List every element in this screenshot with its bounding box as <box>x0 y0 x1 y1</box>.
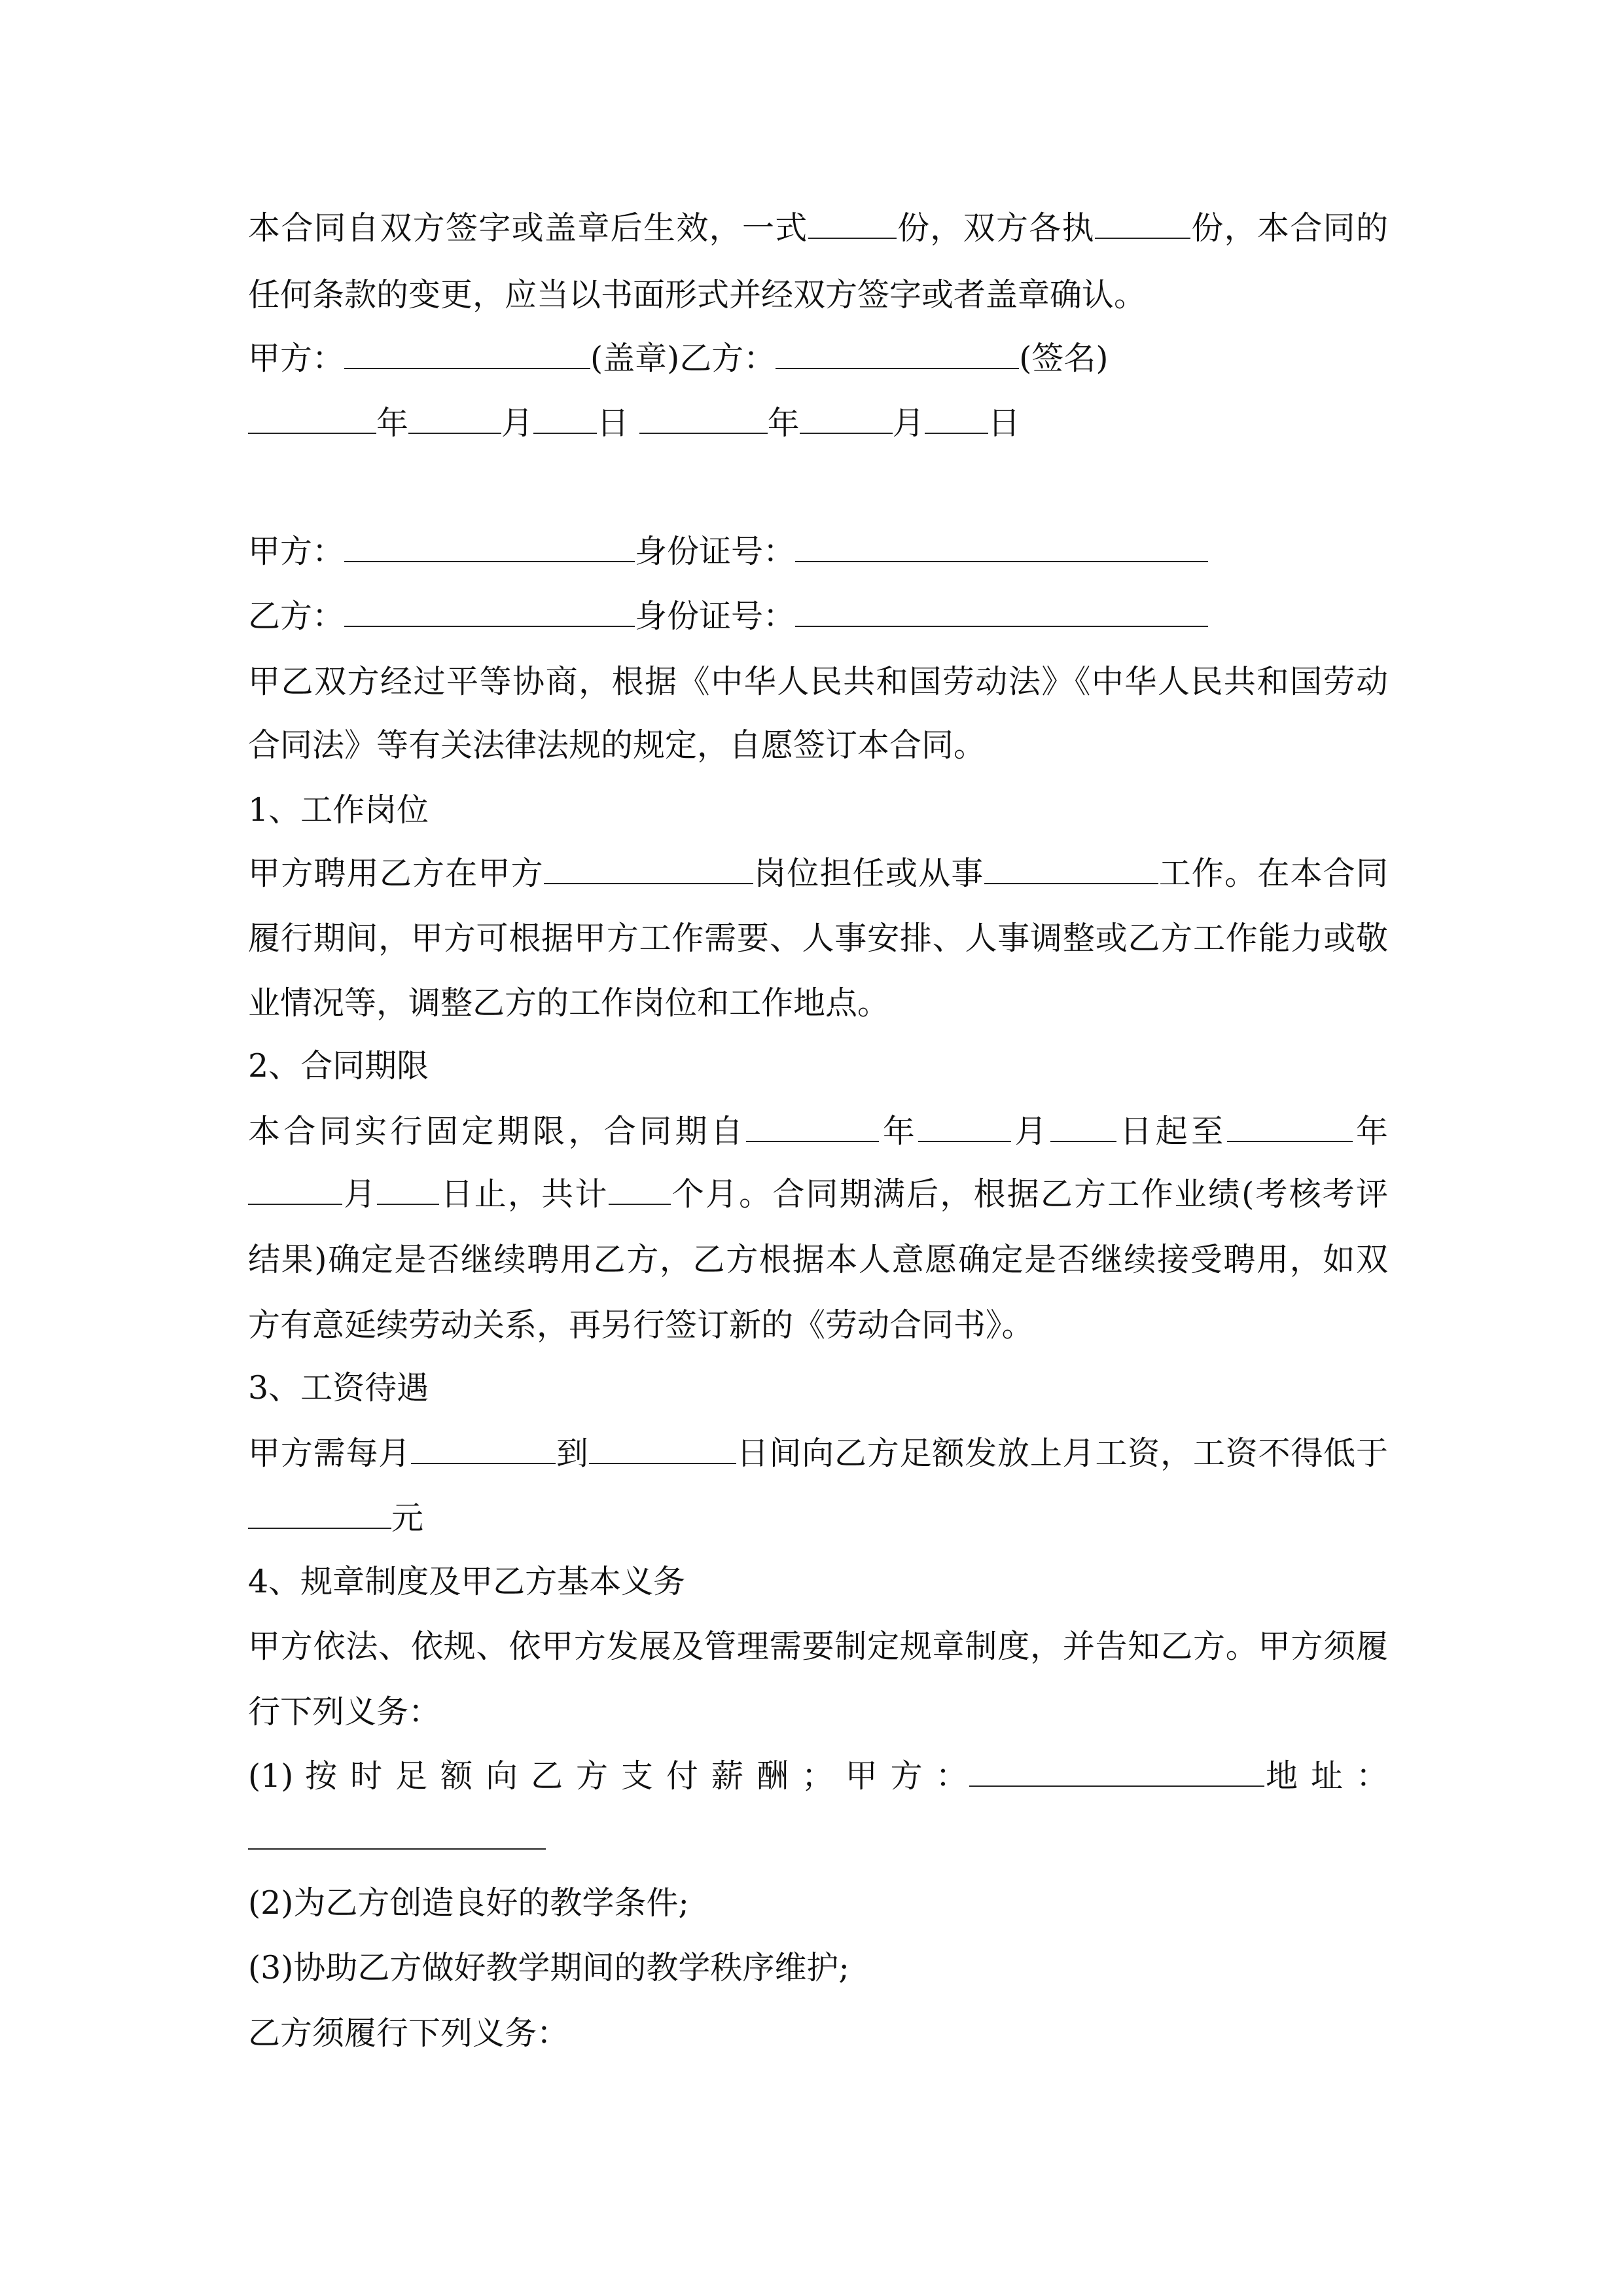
fill-in-blank <box>808 209 897 239</box>
line-text: 年 <box>767 404 800 442</box>
text-line <box>248 596 1208 637</box>
text-line <box>248 1562 685 1602</box>
text-line <box>248 208 1388 249</box>
text-line <box>248 2013 569 2054</box>
line-text: 身份证号： <box>635 533 796 570</box>
text-line <box>248 790 429 831</box>
fill-in-blank <box>344 339 590 369</box>
line-text: 日 <box>597 404 639 442</box>
text-line <box>248 1305 1034 1346</box>
text-line <box>248 1433 1388 1474</box>
fill-in-blank <box>544 854 753 884</box>
fill-in-blank <box>776 339 1019 369</box>
text-line <box>248 1240 1388 1280</box>
line-text: (盖章)乙方： <box>590 340 776 377</box>
line-text: 乙方须履行下列义务： <box>248 2015 569 2052</box>
line-text: 甲方依法、依规、依甲方发展及管理需要制定规章制度，并告知乙方。甲方须履 <box>248 1628 1388 1665</box>
text-line <box>248 275 1146 315</box>
line-text: 份，双方各执 <box>896 209 1095 247</box>
text-line <box>248 853 1388 894</box>
fill-in-blank <box>248 404 376 434</box>
line-text: 日间向乙方足额发放上月工资，工资不得低于 <box>736 1435 1388 1472</box>
fill-in-blank <box>408 404 501 434</box>
fill-in-blank <box>609 1175 671 1205</box>
line-text: 履行期间，甲方可根据甲方工作需要、人事安排、人事调整或乙方工作能力或敬 <box>248 920 1388 957</box>
text-line <box>248 725 986 766</box>
line-text: 年 <box>376 404 409 442</box>
text-line <box>248 1756 1388 1797</box>
fill-in-blank <box>800 404 893 434</box>
fill-in-blank <box>1050 1112 1116 1142</box>
text-line <box>248 1174 1388 1215</box>
line-text: 身份证号： <box>635 598 796 635</box>
line-text: 日起至 <box>1116 1113 1227 1150</box>
line-text: 元 <box>391 1499 424 1537</box>
line-text: 方有意延续劳动关系，再另行签订新的《劳动合同书》。 <box>248 1306 1034 1344</box>
line-text: 任何条款的变更，应当以书面形式并经双方签字或者盖章确认。 <box>248 276 1147 314</box>
fill-in-blank <box>377 1175 439 1205</box>
text-line <box>248 918 1388 959</box>
line-text: 月 <box>501 404 534 442</box>
fill-in-blank <box>1095 209 1190 239</box>
fill-in-blank <box>248 1499 391 1529</box>
line-text: 月 <box>892 404 925 442</box>
line-text: 甲方： <box>248 533 345 570</box>
line-text: 到 <box>556 1435 589 1472</box>
fill-in-blank <box>795 597 1208 627</box>
fill-in-blank <box>969 1757 1264 1787</box>
text-line <box>248 1692 440 1732</box>
line-text: 月 <box>342 1175 378 1213</box>
text-line <box>248 1819 546 1859</box>
line-text: (1) 按 时 足 额 向 乙 方 支 付 薪 酬 ； 甲 方 ： <box>248 1757 969 1795</box>
fill-in-blank <box>639 404 768 434</box>
fill-in-blank <box>344 597 635 627</box>
fill-in-blank <box>248 1820 546 1850</box>
text-line <box>248 983 889 1024</box>
line-text: 年 <box>1352 1113 1388 1150</box>
line-text: 地 址 ： <box>1264 1757 1388 1795</box>
text-line <box>248 531 1208 572</box>
text-line <box>248 338 1108 379</box>
fill-in-blank <box>918 1112 1011 1142</box>
line-text: 合同法》等有关法律法规的规定，自愿签订本合同。 <box>248 726 986 764</box>
line-text: 1、工作岗位 <box>248 791 429 829</box>
text-line <box>248 1626 1388 1667</box>
line-text: (3)协助乙方做好教学期间的教学秩序维护; <box>248 1949 849 1986</box>
fill-in-blank <box>411 1434 556 1464</box>
text-line <box>248 1046 429 1086</box>
line-text: 甲乙双方经过平等协商，根据《中华人民共和国劳动法》《中华人民共和国劳动 <box>248 663 1388 700</box>
fill-in-blank <box>795 532 1208 562</box>
line-text: (签名) <box>1019 340 1109 377</box>
line-text: 甲方： <box>248 340 345 377</box>
line-text: 个月。合同期满后，根据乙方工作业绩(考核考评 <box>670 1175 1388 1213</box>
text-line <box>248 1498 423 1539</box>
fill-in-blank <box>746 1112 879 1142</box>
fill-in-blank <box>533 404 597 434</box>
line-text: 甲方需每月 <box>248 1435 412 1472</box>
line-text: 乙方： <box>248 598 345 635</box>
line-text: 年 <box>879 1113 919 1150</box>
text-line <box>248 1883 689 1924</box>
text-line <box>248 1368 429 1408</box>
fill-in-blank <box>1227 1112 1353 1142</box>
line-text: 工作。在本合同 <box>1158 855 1388 892</box>
text-line <box>248 1948 849 1988</box>
line-text: 行下列义务： <box>248 1693 441 1731</box>
fill-in-blank <box>984 854 1158 884</box>
text-line <box>248 403 1020 444</box>
line-text: 月 <box>1011 1113 1050 1150</box>
fill-in-blank <box>344 532 635 562</box>
line-text: 岗位担任或从事 <box>753 855 984 892</box>
text-line <box>248 1111 1388 1152</box>
line-text: 日止，共计 <box>439 1175 609 1213</box>
line-text: 本合同自双方签字或盖章后生效，一式 <box>248 209 808 247</box>
line-text: 3、工资待遇 <box>248 1369 429 1407</box>
fill-in-blank <box>248 1175 342 1205</box>
line-text: 2、合同期限 <box>248 1047 429 1085</box>
line-text: (2)为乙方创造良好的教学条件; <box>248 1884 689 1922</box>
fill-in-blank <box>925 404 988 434</box>
line-text: 本合同实行固定期限，合同期自 <box>248 1113 747 1150</box>
fill-in-blank <box>589 1434 736 1464</box>
line-text: 业情况等，调整乙方的工作岗位和工作地点。 <box>248 984 890 1022</box>
line-text: 结果)确定是否继续聘用乙方，乙方根据本人意愿确定是否继续接受聘用，如双 <box>248 1241 1388 1278</box>
line-text: 日 <box>988 404 1020 442</box>
text-line <box>248 662 1388 702</box>
line-text: 份，本合同的 <box>1190 209 1388 247</box>
line-text: 甲方聘用乙方在甲方 <box>248 855 544 892</box>
line-text: 4、规章制度及甲乙方基本义务 <box>248 1563 686 1600</box>
